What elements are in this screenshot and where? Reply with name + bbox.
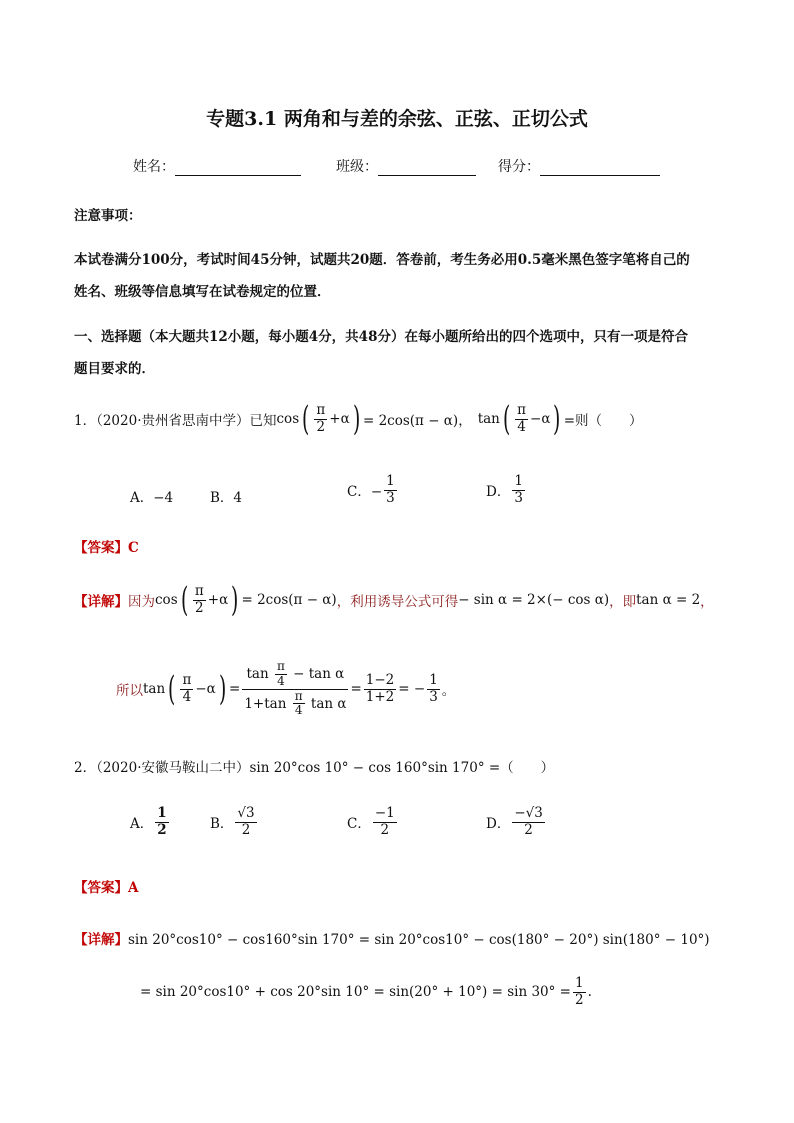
q2-detail-line2 bbox=[140, 976, 592, 1008]
fraction bbox=[293, 690, 305, 719]
one-plus-tan: 1+tan bbox=[244, 695, 287, 712]
notice-line2: 姓名、班级等信息填写在试卷规定的位置． bbox=[74, 284, 331, 300]
frac-den: 2 bbox=[316, 418, 326, 435]
q1-suffix: =则（ ） bbox=[563, 413, 643, 429]
fraction bbox=[427, 673, 440, 705]
tan: tan bbox=[246, 665, 269, 682]
question-2 bbox=[74, 756, 554, 776]
fraction bbox=[180, 673, 193, 705]
frac-den: 3 bbox=[386, 489, 395, 506]
option-b-label: B． bbox=[210, 816, 234, 833]
frac-den: 1+2 bbox=[365, 688, 395, 705]
name-blank[interactable] bbox=[175, 159, 301, 176]
q1-frac-pi-2 bbox=[314, 403, 327, 435]
left-paren: ( bbox=[302, 399, 310, 439]
frac-den: 2 bbox=[524, 821, 533, 838]
plus-alpha: +α bbox=[207, 592, 229, 608]
frac-num: √3 bbox=[237, 805, 255, 821]
frac-den: 4 bbox=[182, 688, 192, 705]
frac-den: 2 bbox=[380, 821, 390, 838]
detail-end: . bbox=[587, 984, 592, 1001]
q2-answer bbox=[74, 876, 138, 896]
detail-comma: ， bbox=[700, 594, 714, 610]
fraction bbox=[193, 584, 206, 616]
detail-text: ，利用诱导公式可得 bbox=[336, 594, 459, 610]
q1-tan: tan bbox=[477, 411, 500, 427]
neg-sign: = − bbox=[398, 681, 426, 698]
detail-text: 因为 bbox=[128, 594, 155, 610]
detail-eq2: − sin α = 2×(− cos α) bbox=[458, 592, 610, 608]
right-paren: ) bbox=[231, 580, 239, 620]
frac-num: 1 bbox=[514, 473, 523, 489]
q1-prefix: 1．（2020·贵州省思南中学）已知 bbox=[74, 413, 277, 429]
frac-den: 2 bbox=[195, 599, 204, 616]
q1-option-a[interactable]: A．−4 bbox=[130, 490, 174, 506]
option-d-label: D． bbox=[486, 816, 511, 833]
detail-text: ，即 bbox=[609, 594, 637, 610]
frac-den: 2 bbox=[157, 821, 167, 838]
detail-label: 【详解】 bbox=[74, 932, 128, 948]
frac-num: 1−2 bbox=[365, 672, 395, 689]
minus-alpha: −α bbox=[195, 681, 216, 698]
q1-detail-line2 bbox=[116, 660, 455, 718]
class-blank[interactable] bbox=[378, 159, 476, 176]
fraction bbox=[573, 976, 586, 1008]
page-title: 专题3.1 两角和与差的余弦、正弦、正切公式 bbox=[206, 108, 588, 130]
q1-option-d[interactable] bbox=[486, 474, 527, 506]
detail-label: 【详解】 bbox=[74, 594, 128, 610]
frac-num: 1 bbox=[386, 473, 395, 489]
notice-line1: 本试卷满分100分，考试时间45分钟，试题共20题．答卷前，考生务必用0.5毫米黑色签字笔将自己的 bbox=[74, 252, 690, 268]
fraction bbox=[275, 660, 287, 689]
cos: cos bbox=[155, 592, 178, 608]
q1-minus-alpha: −α bbox=[530, 411, 551, 427]
q2-option-c[interactable] bbox=[347, 806, 399, 838]
frac-den: 3 bbox=[514, 489, 523, 506]
tan-alpha: − tan α bbox=[293, 665, 345, 682]
frac-den: 2 bbox=[241, 821, 251, 838]
answer-label: 【答案】 bbox=[74, 540, 128, 556]
eq-sign: = bbox=[350, 681, 362, 698]
detail-line1: sin 20°cos10° − cos160°sin 170° = sin 20°cos10° − cos(180° − 20°) sin(180° − 10°) bbox=[128, 932, 710, 948]
right-paren: ) bbox=[352, 399, 360, 439]
tan: tan bbox=[143, 681, 166, 698]
left-paren: ( bbox=[502, 399, 511, 439]
right-paren: ) bbox=[553, 399, 561, 439]
tan-alpha: tan α bbox=[310, 695, 347, 712]
frac-num: 1 bbox=[429, 672, 438, 689]
answer-value: A bbox=[128, 880, 139, 896]
answer-label: 【答案】 bbox=[74, 880, 128, 896]
q2-option-a[interactable] bbox=[130, 806, 171, 838]
q2-expr: sin 20°cos 10° − cos 160°sin 170° =（ ） bbox=[249, 760, 555, 776]
answer-value: C bbox=[128, 540, 139, 556]
frac-num: −√3 bbox=[514, 805, 543, 821]
detail-eq3: tan α = 2 bbox=[636, 592, 701, 608]
name-field bbox=[133, 156, 301, 176]
eq-sign: = bbox=[229, 681, 241, 698]
class-label: 班级： bbox=[336, 159, 378, 175]
name-label: 姓名： bbox=[133, 159, 175, 175]
question-1 bbox=[74, 399, 643, 439]
frac-num: 1 bbox=[574, 975, 584, 991]
frac-num: 1 bbox=[157, 805, 167, 821]
score-blank[interactable] bbox=[540, 159, 660, 176]
detail-eq1: = 2cos(π − α) bbox=[241, 592, 337, 608]
fraction bbox=[235, 806, 256, 838]
option-c-label: C． bbox=[347, 816, 371, 833]
frac-num: π bbox=[517, 401, 527, 418]
fraction bbox=[512, 474, 525, 506]
detail-line2: = sin 20°cos10° + cos 20°sin 10° = sin(20° + 10°) = sin 30° = bbox=[140, 984, 571, 1001]
frac-num: π bbox=[294, 688, 303, 703]
q1-plus-alpha: +α bbox=[329, 411, 350, 427]
left-paren: ( bbox=[180, 580, 188, 620]
big-fraction bbox=[242, 660, 348, 718]
period: 。 bbox=[441, 683, 456, 700]
q1-option-b[interactable]: B．4 bbox=[210, 490, 243, 506]
fraction bbox=[373, 806, 397, 838]
frac-num bbox=[242, 660, 348, 690]
notice-heading: 注意事项： bbox=[74, 208, 142, 224]
option-d-label: D． bbox=[486, 484, 511, 501]
q2-option-d[interactable] bbox=[486, 806, 547, 838]
left-paren: ( bbox=[168, 669, 176, 710]
frac-num: π bbox=[316, 401, 326, 418]
so-text: 所以 bbox=[116, 683, 143, 700]
section-heading-line2: 题目要求的． bbox=[74, 361, 155, 377]
frac-num: π bbox=[182, 672, 192, 689]
frac-num: −1 bbox=[374, 805, 395, 821]
class-field bbox=[336, 156, 476, 176]
q2-prefix: 2．（2020·安徽马鞍山二中） bbox=[74, 760, 250, 776]
q1-detail bbox=[74, 580, 714, 620]
q2-detail bbox=[74, 928, 710, 948]
option-a-label: A． bbox=[130, 816, 154, 833]
fraction bbox=[155, 806, 168, 838]
q1-eq: = 2cos(π − α)， bbox=[362, 413, 472, 429]
right-paren: ) bbox=[218, 669, 227, 710]
frac-num: π bbox=[276, 659, 285, 673]
option-c-label: C．− bbox=[347, 484, 383, 501]
frac-den: 4 bbox=[294, 703, 303, 718]
fraction bbox=[364, 673, 397, 705]
frac-den: 2 bbox=[574, 991, 584, 1008]
q2-option-b[interactable] bbox=[210, 806, 259, 838]
score-field bbox=[498, 156, 660, 176]
q1-cos: cos bbox=[276, 411, 300, 427]
q1-option-c[interactable] bbox=[347, 474, 399, 506]
score-label: 得分： bbox=[498, 159, 540, 175]
frac-den: 4 bbox=[277, 673, 285, 688]
frac-den bbox=[242, 690, 348, 719]
frac-den: 4 bbox=[517, 418, 526, 435]
q1-frac-pi-4 bbox=[515, 403, 528, 435]
fraction bbox=[384, 474, 397, 506]
frac-den: 3 bbox=[429, 688, 438, 705]
fraction bbox=[512, 806, 545, 838]
q1-answer bbox=[74, 536, 139, 556]
section-heading-line1: 一、选择题（本大题共12小题，每小题4分，共48分）在每小题所给出的四个选项中，只有一项是符合 bbox=[74, 329, 688, 345]
frac-num: π bbox=[194, 582, 204, 599]
